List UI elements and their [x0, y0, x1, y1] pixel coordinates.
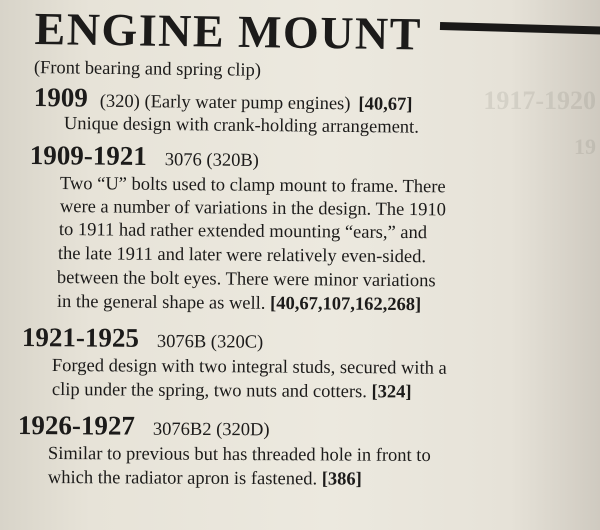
entry-refs: [40,67] [358, 94, 413, 115]
entry-text-line: were a number of variations in the design. The 1910 [59, 197, 446, 221]
entry-refs: [40,67,107,162,268] [270, 293, 422, 316]
entry-text-line: Forged design with two integral studs, secured with a [51, 356, 447, 379]
entry-text-line: between the bolt eyes. There were minor variations [56, 268, 436, 292]
entry-text-line [52, 380, 412, 404]
entry-text: which the radiator apron is fastened. [47, 468, 318, 490]
entry-years: 1921-1925 [21, 322, 139, 353]
entry-years: 1926-1927 [17, 410, 135, 441]
entry-text-line [48, 468, 362, 491]
entry-codes: 3076 (320B) [164, 150, 259, 171]
entry-refs: [386] [321, 469, 362, 490]
page-title: ENGINE MOUNT [34, 2, 423, 60]
title-rule [440, 22, 600, 35]
entry-header [30, 140, 259, 173]
entry-text-line: the late 1911 and later were relatively even-sided. [57, 244, 427, 268]
entry-text-line: Two “U” bolts used to clamp mount to frame. There [59, 174, 446, 198]
entry-refs: [324] [371, 382, 412, 403]
entry-text-line: Similar to previous but has threaded hole in front to [47, 444, 431, 467]
page-subtitle: (Front bearing and spring clip) [33, 58, 262, 81]
entry-text-line [57, 292, 421, 316]
entry-text: clip under the spring, two nuts and cotters. [51, 380, 367, 403]
entry-years: 1909 [33, 82, 88, 113]
entry-codes: 3076B2 (320D) [152, 419, 270, 441]
entry-text-line: to 1911 had rather extended mounting “ears,” and [58, 220, 428, 244]
entry-codes: (320) (Early water pump engines) [99, 91, 351, 115]
bleed-through-text: 1917-1920 [483, 86, 596, 115]
entry-header [18, 410, 270, 442]
entry-header [22, 322, 264, 355]
entry-codes: 3076B (320C) [156, 331, 264, 353]
entry-header [34, 82, 413, 117]
entry-text-line: Unique design with crank-holding arrangement. [63, 114, 419, 138]
entry-text: in the general shape as well. [56, 292, 266, 314]
entry-years: 1909-1921 [29, 140, 147, 172]
bleed-through-text: 19 [574, 134, 596, 159]
